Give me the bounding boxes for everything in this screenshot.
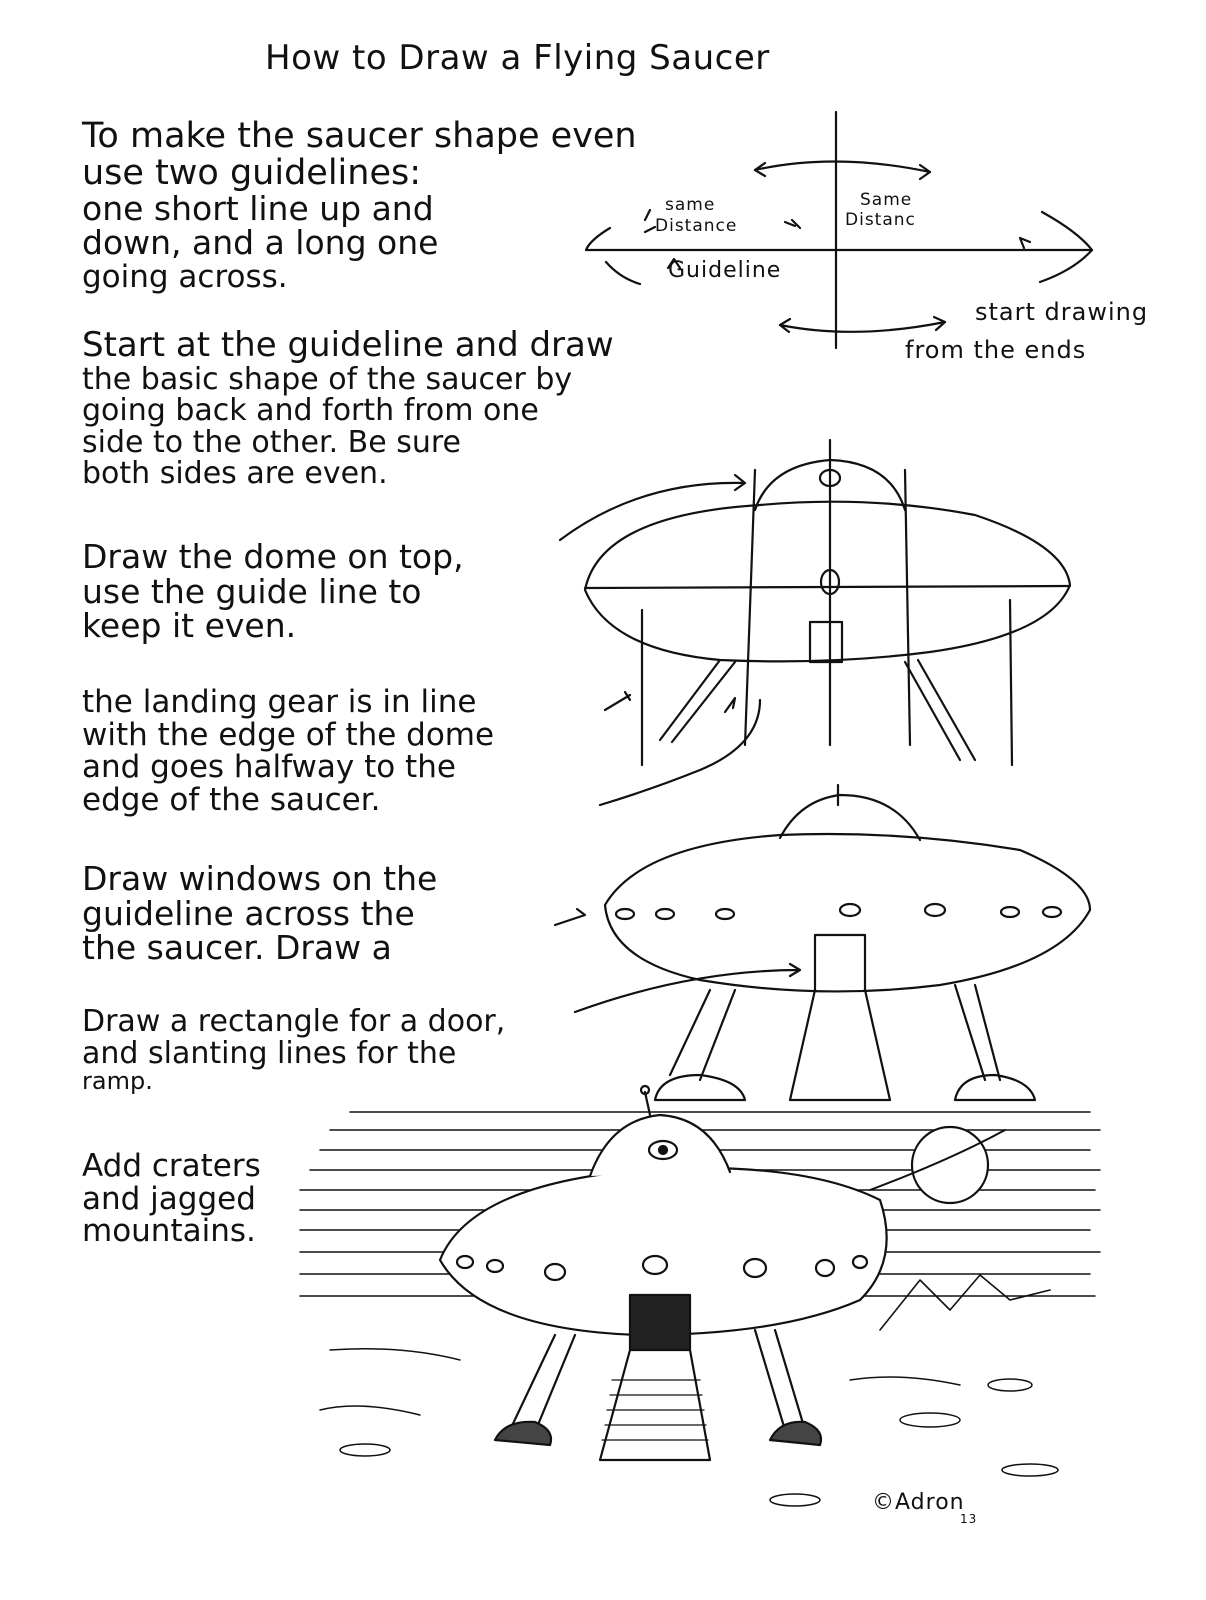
start-drawing-label: start drawing [975, 298, 1149, 326]
guideline-diagram [586, 112, 1092, 348]
step-line: use two guidelines: [82, 152, 422, 193]
signature: ©Adron [872, 1490, 965, 1515]
page-title: How to Draw a Flying Saucer [265, 38, 770, 78]
step-line: Add craters [82, 1148, 261, 1184]
distance-label-right: Distanc [845, 210, 916, 230]
step-line: and jagged [82, 1180, 256, 1217]
step-line: going across. [82, 258, 288, 295]
step-line: Draw windows on the [82, 859, 438, 898]
step-line: To make the saucer shape even [82, 116, 637, 156]
step-line: the saucer. Draw a [82, 928, 392, 968]
step-line: with the edge of the dome [82, 716, 495, 753]
step-line: the landing gear is in line [82, 684, 477, 720]
step-line: going back and forth from one [82, 393, 539, 429]
step-line: mountains. [82, 1213, 256, 1250]
step-line: Draw the dome on top, [82, 537, 464, 576]
step-line: and goes halfway to the [82, 749, 456, 786]
guideline-label: Guideline [668, 258, 782, 283]
step-line: one short line up and [82, 188, 434, 228]
step-line: Start at the guideline and draw [82, 325, 614, 365]
signature-year: 13 [960, 1512, 978, 1526]
step-line: guideline across the [82, 893, 415, 933]
final-scene [300, 1086, 1100, 1506]
step-line: Draw a rectangle for a door, [82, 1004, 506, 1039]
from-the-ends-label: from the ends [905, 336, 1087, 364]
step-line: down, and a long one [82, 223, 439, 263]
craters [320, 1349, 1058, 1506]
step-line: use the guide line to [82, 571, 422, 611]
same-label-right: Same [860, 190, 913, 210]
step-line: edge of the saucer. [82, 781, 381, 818]
saucer-windows-door [555, 785, 1090, 1100]
saucer-construction [560, 440, 1070, 805]
step-line: side to the other. Be sure [82, 424, 462, 460]
step-line: both sides are even. [82, 456, 388, 492]
distance-label-left: Distance [655, 216, 738, 236]
same-label-left: same [665, 195, 716, 215]
step-line: keep it even. [82, 606, 297, 646]
step-line: and slanting lines for the [82, 1035, 457, 1071]
step-line: the basic shape of the saucer by [82, 361, 573, 397]
step-line: ramp. [82, 1067, 153, 1095]
